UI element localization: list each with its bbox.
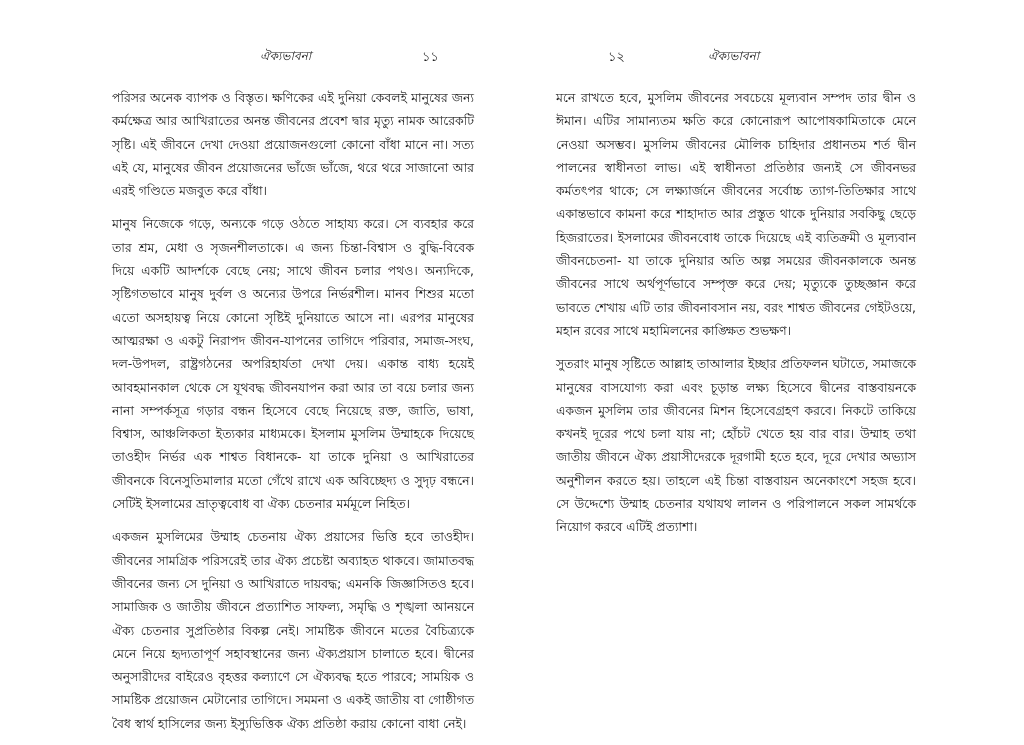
- paragraph: মানুষ নিজেকে গড়ে, অন্যকে গড়ে ওঠতে সাহায্য করে। সে ব্যবহার করে তার শ্রম, মেধা ও সৃজনশীলতাকে। এ জন্য চিন্তা-বিশ্বাস ও বুদ্ধি-বিবেক দিয়ে একটি আদর্শকে বেছে নেয়; সাথে জীবন চলার পথও। অন্যদিকে, সৃষ্টিগতভাবে মানুষ দুর্বল ও অন্যের উপরে নির্ভরশীল। মানব শিশুর মতো এতো অসহায়ত্ব নিয়ে কোনো সৃষ্টিই দুনিয়াতে আসে না। এরপর মানুষের আত্মরক্ষা ও একটু নিরাপদ জীবন-যাপনের তাগিদে পরিবার, সমাজ-সংঘ, দল-উপদল, রাষ্ট্রগঠনের অপরিহার্যতা দেখা দেয়। একান্ত বাধ্য হয়েই আবহমানকাল থেকে সে যূথবদ্ধ জীবনযাপন করা আর তা বয়ে চলার জন্য নানা সম্পর্কসূত্র গড়ার বন্ধন হিসেবে বেছে নিয়েছে রক্ত, জাতি, ভাষা, বিশ্বাস, আঞ্চলিকতা ইত্যকার মাধ্যমকে। ইসলাম মুসলিম উম্মাহকে দিয়েছে তাওহীদ নির্ভর এক শাশ্বত বিধানকে- যা তাকে দুনিয়া ও আখিরাতের জীবনকে বিনেসুতিমালার মতো গেঁথে রাখে এক অবিচ্ছেদ্য ও সুদৃঢ় বন্ধনে। সেটিই ইসলামের ভ্রাতৃত্ববোধ বা ঐক্য চেতনার মর্মমূলে নিহিত।: [112, 216, 474, 512]
- page-number: ১১: [422, 50, 439, 65]
- page-body: [556, 86, 916, 549]
- page-body: [112, 86, 474, 745]
- paragraph: মনে রাখতে হবে, মুসলিম জীবনের সবচেয়ে মূল্যবান সম্পদ তার দ্বীন ও ঈমান। এটির সামান্যতম ক্ষতি করে কোনোরূপ আপোষকামিতাকে মেনে নেওয়া অসম্ভব। মুসলিম জীবনের মৌলিক চাহিদার প্রধানতম শর্ত দ্বীন পালনের স্বাধীনতা লাভ। এই স্বাধীনতা প্রতিষ্ঠার জন্যই সে জীবনভর কর্মতৎপর থাকে; সে লক্ষ্যার্জনে জীবনের সর্বোচ্চ ত্যাগ-তিতিক্ষার সাথে একান্তভাবে কামনা করে শাহাদাত আর প্রস্তুত থাকে দুনিয়ার সবকিছু ছেড়ে হিজরাতের। ইসলামের জীবনবোধ তাকে দিয়েছে এই ব্যতিক্রমী ও মূল্যবান জীবনচেতনা- যা তাকে দুনিয়ার অতি অল্প সময়ের জীবনকালকে অনন্ত জীবনের সাথে অর্থপূর্ণভাবে সম্পৃক্ত করে দেয়; মৃত্যুকে তুচ্ছজ্ঞান করে ভাবতে শেখায় এটি তার জীবনাবসান নয়, বরং শাশ্বত জীবনের গেইটওয়ে, মহান রবের সাথে মহামিলনের কাঙ্ক্ষিত শুভক্ষণ।: [556, 90, 916, 338]
- running-title: ঐক্যভাবনা: [708, 49, 760, 63]
- running-head-left: [112, 48, 474, 68]
- paragraph: একজন মুসলিমের উম্মাহ চেতনায় ঐক্য প্রয়াসের ভিত্তি হবে তাওহীদ। জীবনের সামগ্রিক পরিসরেই তার ঐক্য প্রচেষ্টা অব্যাহত থাকবে। জামাতবদ্ধ জীবনের জন্য সে দুনিয়া ও আখিরাতে দায়বদ্ধ; এমনকি জিজ্ঞাসিতও হবে। সামাজিক ও জাতীয় জীবনে প্রত্যাশিত সাফল্য, সমৃদ্ধি ও শৃঙ্খলা আনয়নে ঐক্য চেতনার সুপ্রতিষ্ঠার বিকল্প নেই। সামষ্টিক জীবনে মতের বৈচিত্র্যকে মেনে নিয়ে হৃদ্যতাপূর্ণ সহাবস্থানের জন্য ঐক্যপ্রয়াস চালাতে হবে। দ্বীনের অনুসারীদের বাইরেও বৃহত্তর কল্যাণে সে ঐক্যবদ্ধ হতে পারবে; সাময়িক ও সামষ্টিক প্রয়োজন মেটানোর তাগিদে। সমমনা ও একই জাতীয় বা গোষ্ঠীগত বৈধ স্বার্থ হাসিলের জন্য ইস্যুভিত্তিক ঐক্য প্রতিষ্ঠা করায় কোনো বাধা নেই।: [112, 529, 474, 731]
- running-head-right: [556, 48, 916, 68]
- left-page: [112, 0, 474, 731]
- running-title: ঐক্যভাবনা: [260, 49, 312, 63]
- paragraph: পরিসর অনেক ব্যাপক ও বিস্তৃত। ক্ষণিকের এই দুনিয়া কেবলই মানুষের জন্য কর্মক্ষেত্র আর আখিরাতের অনন্ত জীবনের প্রবেশ দ্বার মৃত্যু নামক আরেকটি সৃষ্টি। এই জীবনে দেখা দেওয়া প্রয়োজনগুলো কোনো বাঁধা মানে না। সত্য এই যে, মানুষের জীবন প্রয়োজনের ভাঁজে ভাঁজে, থরে থরে সাজানো আর এরই গণ্ডিতে মজবুত করে বাঁধা।: [112, 90, 474, 199]
- right-page: [556, 0, 916, 724]
- paragraph: সুতরাং মানুষ সৃষ্টিতে আল্লাহ তাআলার ইচ্ছার প্রতিফলন ঘটাতে, সমাজকে মানুষের বাসযোগ্য করা এবং চূড়ান্ত লক্ষ্য হিসেবে দ্বীনের বাস্তবায়নকে একজন মুসলিম তার জীবনের মিশন হিসেবেগ্রহণ করবে। নিকটে তাকিয়ে কখনই দূরের পথে চলা যায় না; হোঁচট খেতে হয় বার বার। উম্মাহ তথা জাতীয় জীবনে ঐক্য প্রয়াসীদেরকে দূরগামী হতে হবে, দূরে দেখার অভ্যাস অনুশীলন করতে হয়। তাহলে এই চিন্তা বাস্তবায়ন অনেকাংশে সহজ হবে। সে উদ্দেশ্যে উম্মাহ চেতনার যথাযথ লালন ও পরিপালনে সকল সামর্থকে নিয়োগ করবে এটিই প্রত্যাশা।: [556, 356, 916, 535]
- page-number: ১২: [608, 50, 625, 65]
